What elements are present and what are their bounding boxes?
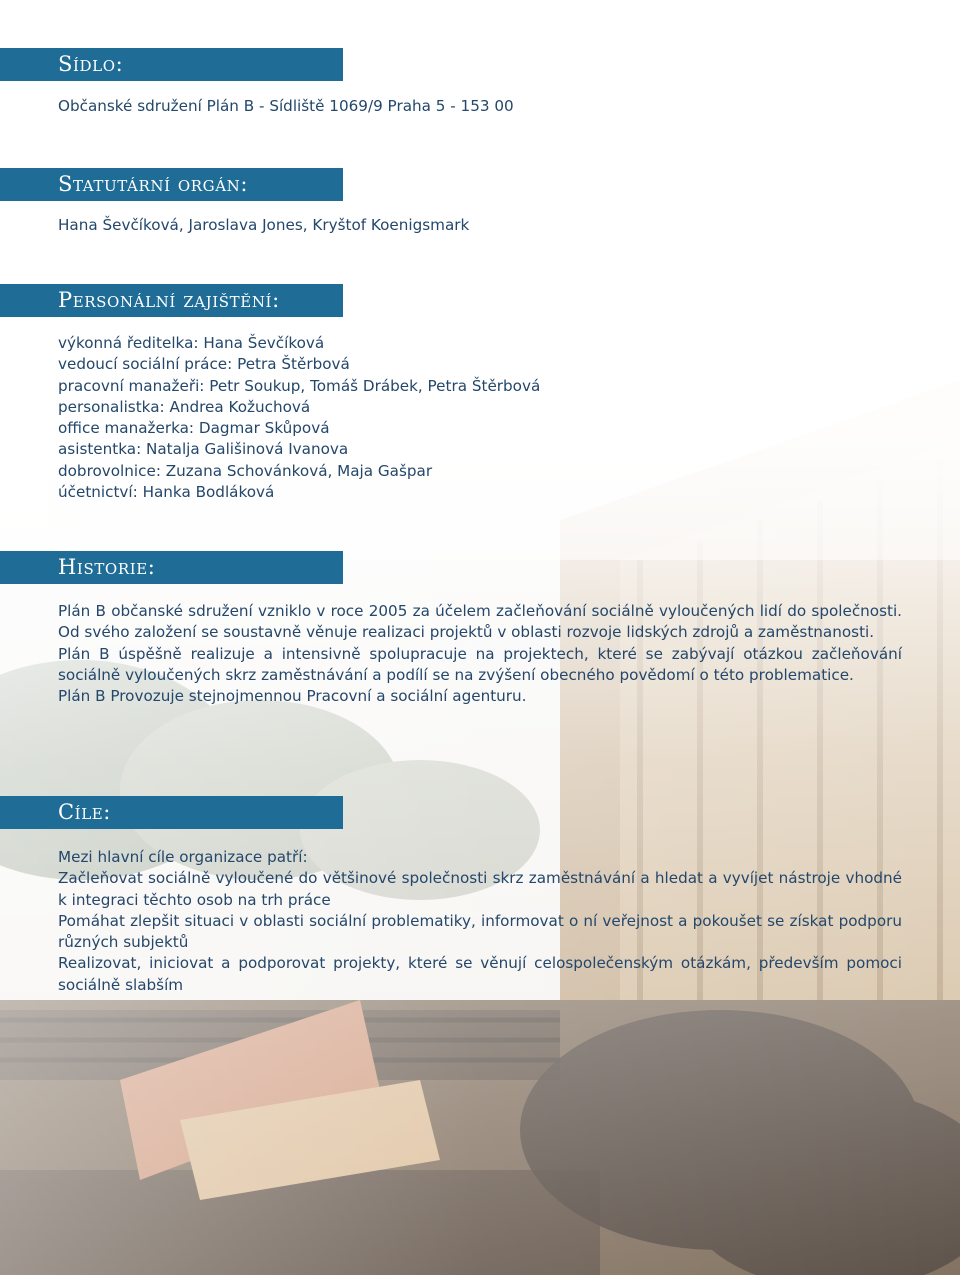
- personalni-list: [58, 333, 540, 503]
- list-item: personalistka: Andrea Kožuchová: [58, 397, 311, 416]
- cile-paragraph: Mezi hlavní cíle organizace patří:: [58, 848, 308, 866]
- section-title-sidlo: Sídlo:: [0, 48, 343, 81]
- historie-paragraph: Plán B občanské sdružení vzniklo v roce 2005 za účelem začleňování sociálně vyloučených lidí do společnosti. Od svého založení se soustavně věnuje realizaci projektů v oblasti rozvoje lidských zdrojů a zaměstnanosti.: [58, 602, 902, 642]
- section-title-historie: Historie:: [0, 551, 343, 584]
- cile-text: [58, 847, 902, 996]
- sidlo-text: Občanské sdružení Plán B - Sídliště 1069/9 Praha 5 - 153 00: [58, 97, 514, 115]
- historie-paragraph: Plán B úspěšně realizuje a intensivně spolupracuje na projektech, které se zabývají otázkou začleňování sociálně vyloučených skrz zaměstnávání a podílí se na zvýšení obecného povědomí o této problematice.: [58, 644, 902, 684]
- list-item: office manažerka: Dagmar Skůpová: [58, 419, 330, 438]
- list-item: vedoucí sociální práce: Petra Štěrbová: [58, 355, 350, 374]
- list-item: asistentka: Natalja Gališinová Ivanova: [58, 440, 349, 459]
- list-item: účetnictví: Hanka Bodláková: [58, 483, 275, 502]
- cile-paragraph: Začleňovat sociálně vyloučené do většinové společnosti skrz zaměstnávání a hledat a vyvíjet nástroje vhodné k integraci těchto osob na trh práce: [58, 869, 902, 909]
- section-title-personalni: Personální zajištění:: [0, 284, 343, 317]
- historie-paragraph: Plán B Provozuje stejnojmennou Pracovní a sociální agenturu.: [58, 687, 527, 706]
- section-title-cile: Cíle:: [0, 796, 343, 829]
- cile-paragraph: Pomáhat zlepšit situaci v oblasti sociální problematiky, informovat o ní veřejnost a pokoušet se získat podporu různých subjektů: [58, 911, 902, 952]
- cile-paragraph: Realizovat, iniciovat a podporovat projekty, které se věnují celospolečenským otázkám, především pomoci sociálně slabším: [58, 954, 902, 994]
- list-item: pracovní manažeři: Petr Soukup, Tomáš Drábek, Petra Štěrbová: [58, 376, 541, 395]
- list-item: dobrovolnice: Zuzana Schovánková, Maja Gašpar: [58, 461, 433, 480]
- section-title-statutarni: Statutární orgán:: [0, 168, 343, 201]
- statutarni-text: Hana Ševčíková, Jaroslava Jones, Kryštof Koenigsmark: [58, 216, 470, 234]
- list-item: výkonná ředitelka: Hana Ševčíková: [58, 334, 325, 352]
- historie-text: [58, 601, 902, 707]
